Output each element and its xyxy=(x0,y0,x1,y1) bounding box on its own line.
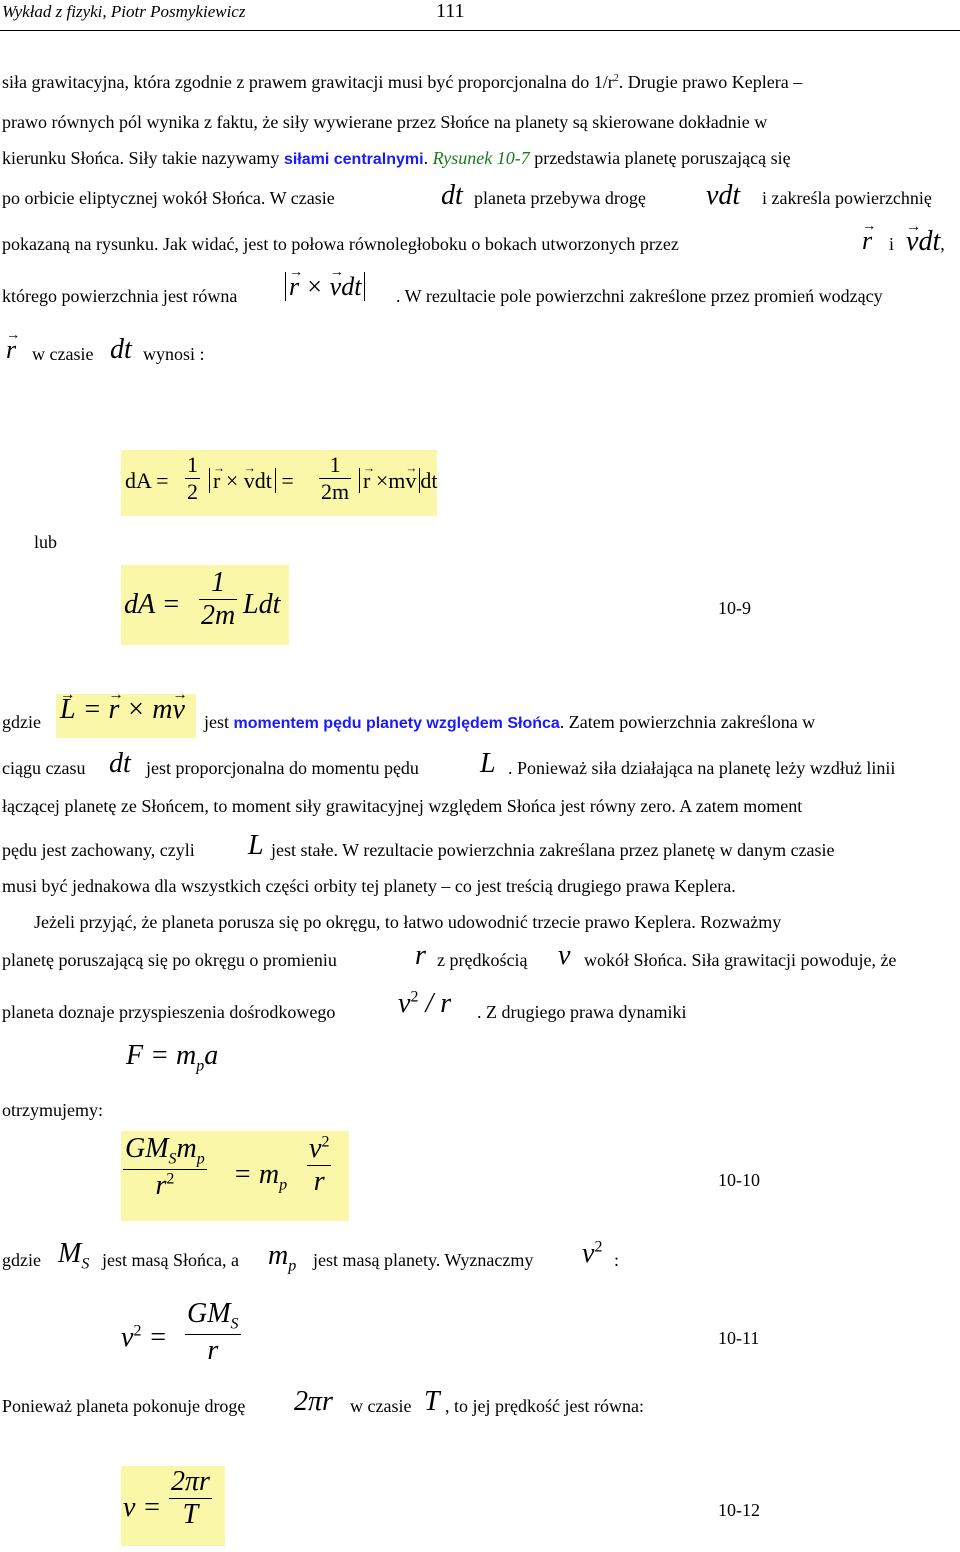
math-r-vector: → r xyxy=(862,226,872,256)
equation-newton-second-law: $F = m_pa$ xyxy=(126,1040,219,1075)
equation-area-rate: dA = $\frac{1}{2}$ → r × → vdt = $\frac{1}{2m}$ → r ×m→ v dt xyxy=(121,450,437,516)
paragraph-line: . Ponieważ siła działająca na planetę leży wzdłuż linii xyxy=(508,758,896,778)
paragraph-line: wynosi : xyxy=(143,344,205,364)
page-number: 111 xyxy=(436,0,465,22)
paragraph-line: otrzymujemy: xyxy=(2,1100,103,1120)
paragraph-line: ciągu czasu xyxy=(2,758,86,778)
math-mp: $m_p$ xyxy=(268,1240,297,1275)
connector-word: lub xyxy=(34,532,58,552)
paragraph-line: : xyxy=(614,1250,620,1270)
paragraph-line: pokazaną na rysunku. Jak widać, jest to połowa równoległoboku o bokach utworzonych przez xyxy=(2,234,679,254)
paragraph-line: jest stałe. W rezultacie powierzchnia zakreślana przez planetę w danym czasie xyxy=(271,840,835,860)
math-dt: dt xyxy=(110,334,132,365)
math-vdt: vdt xyxy=(706,180,741,211)
paragraph-line: planetę poruszającą się po okręgu o promieniu xyxy=(2,950,337,970)
math-dt: dt xyxy=(441,180,463,211)
paragraph-line: pędu jest zachowany, czyli xyxy=(2,840,195,860)
paragraph-line: kierunku Słońca. Siły takie nazywamy siłami centralnymi. Rysunek 10-7 przedstawia planetę poruszającą się xyxy=(2,148,791,168)
equation-number: 10-12 xyxy=(718,1500,760,1520)
paragraph-line: Ponieważ planeta pokonuje drogę xyxy=(2,1396,246,1416)
paragraph-line: musi być jednakowa dla wszystkich części orbity tej planety – co jest treścią drugiego prawa Keplera. xyxy=(2,876,736,896)
figure-reference[interactable]: Rysunek 10-7 xyxy=(432,148,530,168)
math-Ms: $M_S$ xyxy=(58,1238,90,1273)
paragraph-line: i zakreśla powierzchnię xyxy=(762,188,932,208)
math-angular-momentum-def: → L = → r × m→ v xyxy=(56,694,196,738)
paragraph-line: łączącej planetę ze Słońcem, to moment siły grawitacyjnej względem Słońca jest równy zero. A zatem moment xyxy=(2,796,803,816)
math-r-vector: → r xyxy=(6,335,16,365)
math-r: r xyxy=(415,940,426,971)
paragraph-line: planeta przebywa drogę xyxy=(474,188,646,208)
math-L: L xyxy=(248,830,264,861)
header-rule xyxy=(0,30,960,31)
math-abs-cross: → r × → vdt xyxy=(285,272,365,302)
paragraph-line: planeta doznaje przyspieszenia dośrodkowego xyxy=(2,1002,336,1022)
paragraph-line: prawo równych pól wynika z faktu, że siły wywierane przez Słońce na planety są skierowane dokładnie w xyxy=(2,112,768,132)
paragraph-line: którego powierzchnia jest równa xyxy=(2,286,238,306)
math-2pi-r: 2πr xyxy=(294,1386,333,1417)
equation-number: 10-11 xyxy=(718,1328,760,1348)
paragraph-line: . W rezultacie pole powierzchni zakreślone przez promień wodzący xyxy=(396,286,883,306)
equation-10-11: $v^2$ = $GM_S$ r xyxy=(121,1298,239,1366)
paragraph-line: z prędkością xyxy=(437,950,528,970)
term-central-forces: siłami centralnymi xyxy=(283,151,424,168)
math-L: L xyxy=(480,748,496,779)
equation-10-10: $GM_Sm_p$ $r^2$ = $m_p$ $\frac{v^2}{r}$ xyxy=(121,1131,349,1221)
paragraph-line: w czasie xyxy=(350,1396,412,1416)
paragraph-line: gdzie xyxy=(2,1250,41,1270)
math-v2-over-r: $v^2$ / r xyxy=(398,988,452,1019)
paragraph-line: i xyxy=(889,234,895,254)
paragraph-line: gdzie xyxy=(2,712,41,732)
math-v-vector-dt: → vdt, xyxy=(906,226,945,258)
paragraph-line: jest momentem pędu planety względem Słońca. Zatem powierzchnia zakreślona w xyxy=(204,712,816,732)
paragraph-line: . Z drugiego prawa dynamiki xyxy=(477,1002,687,1022)
paragraph-line: Jeżeli przyjąć, że planeta porusza się po okręgu, to łatwo udowodnić trzecie prawo Keplera. Rozważmy xyxy=(34,912,782,932)
paragraph-line: siła grawitacyjna, która zgodnie z prawem grawitacji musi być proporcjonalna do $1/r^2$. Drugie prawo Keplera – xyxy=(2,72,803,92)
paragraph-line: jest masą planety. Wyznaczmy xyxy=(313,1250,534,1270)
equation-10-9: dA = $\frac{1}{2m}$ Ldt xyxy=(121,565,289,645)
equation-number: 10-9 xyxy=(718,598,751,618)
paragraph-line: po orbicie eliptycznej wokół Słońca. W czasie xyxy=(2,188,335,208)
math-v: v xyxy=(558,940,571,971)
equation-10-12: v = $\frac{2\pi r}{T}$ xyxy=(121,1466,225,1546)
paragraph-line: jest masą Słońca, a xyxy=(102,1250,239,1270)
math-dt: dt xyxy=(109,748,131,779)
math-v2: $v^2$ xyxy=(582,1238,603,1269)
math-T: T xyxy=(424,1386,440,1417)
paragraph-line: w czasie xyxy=(32,344,94,364)
paragraph-line: jest proporcjonalna do momentu pędu xyxy=(146,758,419,778)
paragraph-line: wokół Słońca. Siła grawitacji powoduje, że xyxy=(584,950,897,970)
running-header-author: Wykład z fizyki, Piotr Posmykiewicz xyxy=(2,2,246,21)
equation-number: 10-10 xyxy=(718,1170,760,1190)
paragraph-line: , to jej prędkość jest równa: xyxy=(445,1396,644,1416)
term-angular-momentum: momentem pędu planety względem Słońca xyxy=(233,715,560,732)
